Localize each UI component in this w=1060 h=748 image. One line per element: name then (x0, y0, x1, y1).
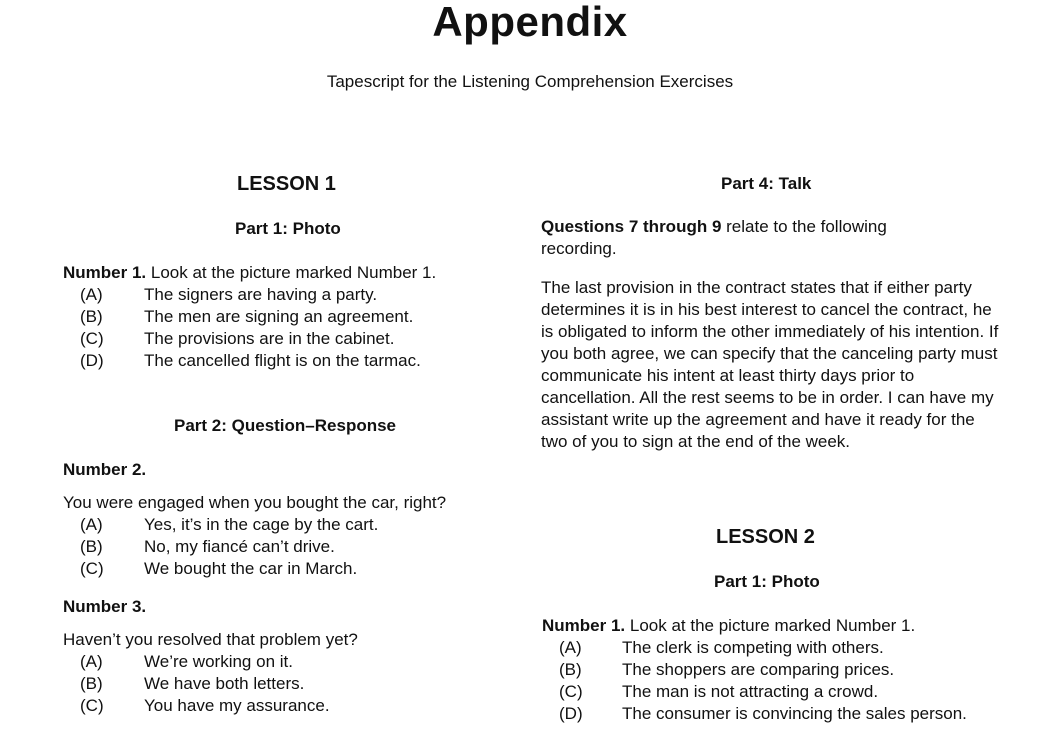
intro-bold: Questions 7 through 9 (541, 217, 722, 236)
answer-option (80, 328, 500, 350)
option-label: (D) (80, 351, 104, 370)
number-label: Number 1. (542, 616, 626, 635)
answer-option (80, 695, 500, 717)
option-text: You have my assurance. (144, 696, 330, 715)
part4-talk-text: The last provision in the contract states that if either party determines it is in his best interest to cancel the contract, he is obligated to inform the other immediately of his intention. If you both agree, we can specify that the canceling party must communicate his intent at least thirty days prior to cancellation. All the rest seems to be in order. I can have my assistant write up the agreement and have it ready for the two of you to sign at the end of the week. (541, 278, 999, 451)
option-text: The provisions are in the cabinet. (144, 329, 395, 348)
answer-option (80, 350, 500, 372)
lesson1-q3-number: Number 3. (63, 597, 147, 616)
option-text: We have both letters. (144, 674, 305, 693)
lesson1-q3-options (80, 651, 500, 717)
lesson2-heading: LESSON 2 (716, 526, 815, 548)
answer-option (559, 703, 1039, 725)
option-label: (B) (80, 307, 103, 326)
option-text: The man is not attracting a crowd. (622, 682, 879, 701)
option-label: (C) (80, 696, 104, 715)
lesson1-heading: LESSON 1 (237, 173, 336, 195)
option-text: We’re working on it. (144, 652, 293, 671)
option-label: (A) (80, 285, 103, 304)
option-text: Yes, it’s in the cage by the cart. (144, 515, 379, 534)
option-label: (A) (80, 515, 103, 534)
option-label: (A) (559, 638, 582, 657)
option-text: No, my fiancé can’t drive. (144, 537, 335, 556)
lesson1-q2-number: Number 2. (63, 460, 147, 479)
option-text: The consumer is convincing the sales person. (622, 704, 967, 723)
answer-option (80, 558, 500, 580)
answer-option (559, 659, 1039, 681)
option-text: The signers are having a party. (144, 285, 378, 304)
lesson1-part2-heading: Part 2: Question–Response (174, 416, 397, 435)
lesson2-part1-number (542, 615, 915, 637)
answer-option (80, 651, 500, 673)
page-title: Appendix (432, 0, 628, 45)
option-text: The cancelled flight is on the tarmac. (144, 351, 421, 370)
lesson1-q3-question: Haven’t you resolved that problem yet? (63, 630, 358, 649)
option-text: The men are signing an agreement. (144, 307, 414, 326)
option-label: (D) (559, 704, 583, 723)
lesson1-q2-options (80, 514, 500, 580)
option-text: The clerk is competing with others. (622, 638, 884, 657)
answer-option (80, 536, 500, 558)
option-label: (C) (559, 682, 583, 701)
answer-option (80, 284, 500, 306)
answer-option (559, 637, 1039, 659)
lesson2-part1-options (559, 637, 1039, 725)
lesson1-q2-question: You were engaged when you bought the car, right? (63, 493, 447, 512)
option-text: The shoppers are comparing prices. (622, 660, 895, 679)
option-label: (C) (80, 329, 104, 348)
answer-option (80, 514, 500, 536)
answer-option (80, 306, 500, 328)
lesson2-part1-heading: Part 1: Photo (714, 572, 820, 591)
option-label: (B) (559, 660, 582, 679)
answer-option (80, 673, 500, 695)
intro-rest: relate to the following recording. (541, 217, 887, 258)
part4-intro (541, 216, 921, 260)
option-text: We bought the car in March. (144, 559, 358, 578)
option-label: (C) (80, 559, 104, 578)
lesson1-part1-heading: Part 1: Photo (235, 219, 341, 238)
page-subtitle: Tapescript for the Listening Comprehension Exercises (326, 72, 734, 91)
lesson1-part4-heading: Part 4: Talk (721, 174, 812, 193)
number-label: Number 1. (63, 263, 147, 282)
option-label: (A) (80, 652, 103, 671)
lesson1-part1-options (80, 284, 500, 372)
answer-option (559, 681, 1039, 703)
number-text: Look at the picture marked Number 1. (146, 263, 437, 282)
number-text: Look at the picture marked Number 1. (625, 616, 916, 635)
lesson1-part1-number (63, 262, 436, 284)
option-label: (B) (80, 674, 103, 693)
option-label: (B) (80, 537, 103, 556)
